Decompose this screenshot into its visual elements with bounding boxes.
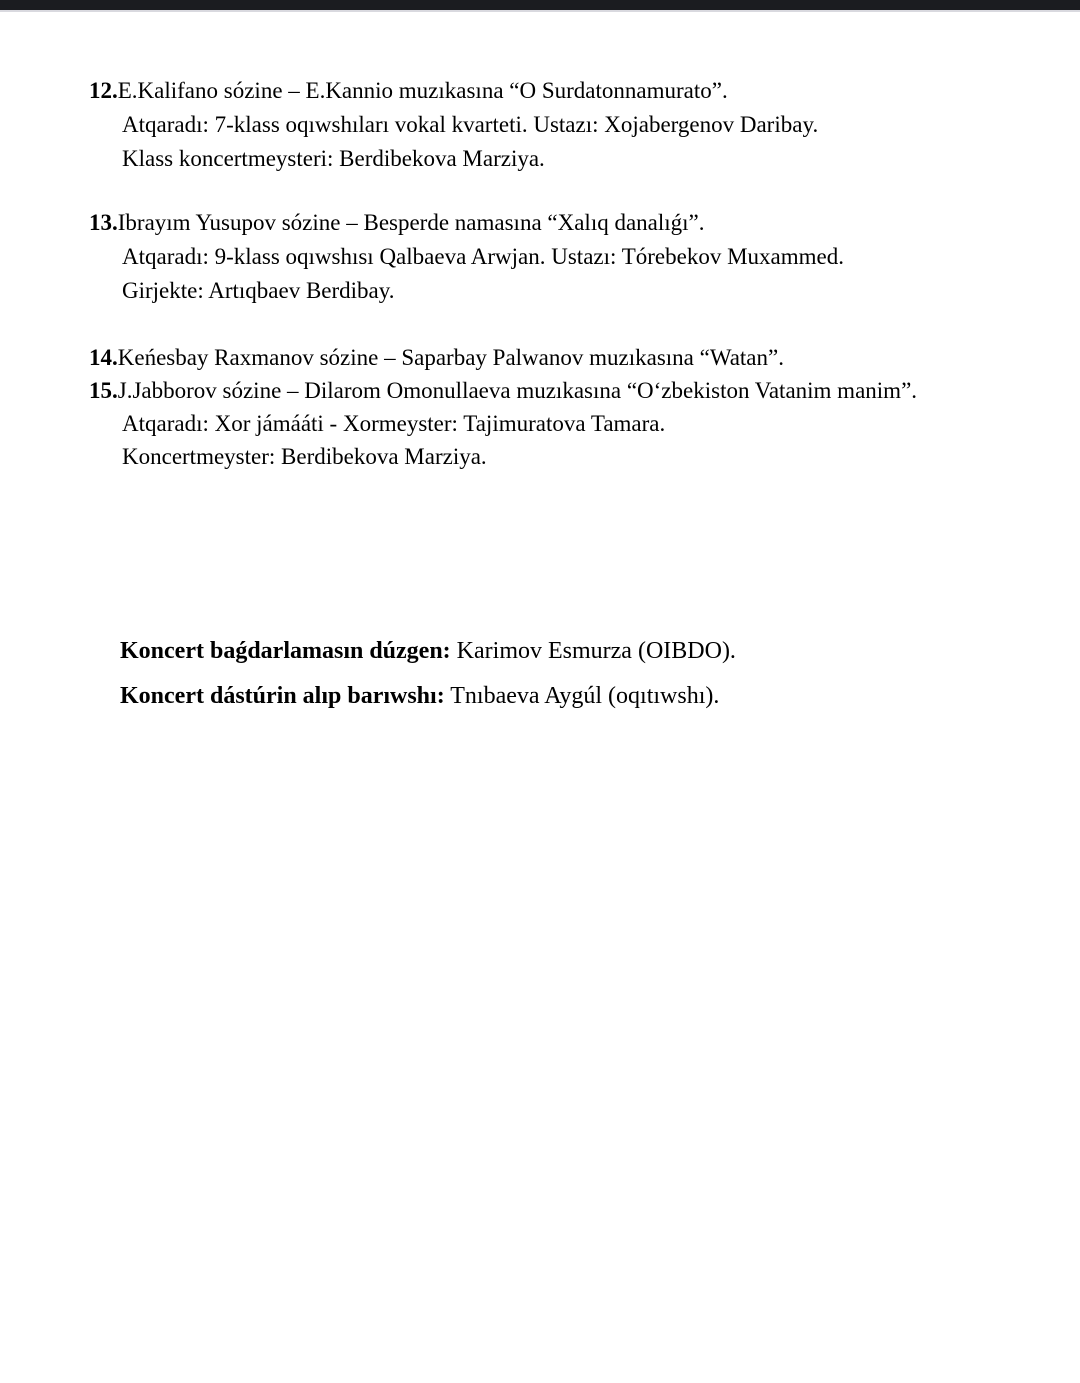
item-title-line <box>89 374 1040 407</box>
item-detail: Atqaradı: 7-klass oqıwshıları vokal kvarteti. Ustazı: Xojabergenov Daribay. <box>122 112 819 137</box>
page-content <box>0 74 1080 713</box>
item-title: E.Kalifano sózine – E.Kannio muzıkasına “O Surdatonnamurato”. <box>117 78 728 103</box>
credit-label: Koncert dástúrin alıp barıwshı: <box>120 683 445 709</box>
item-title-line <box>89 74 1040 108</box>
item-title-line <box>89 206 1040 240</box>
item-detail: Koncertmeyster: Berdibekova Marziya. <box>122 444 487 469</box>
item-title: J.Jabborov sózine – Dilarom Omonullaeva muzıkasına “Oʻzbekiston Vatanim manim”. <box>117 378 918 403</box>
credit-value: Karimov Esmurza (OIBDO). <box>450 638 736 664</box>
program-items-14-15 <box>89 341 1040 473</box>
item-number: 12. <box>89 78 118 103</box>
item-title: Keńesbay Raxmanov sózine – Saparbay Palwanov muzıkasına “Watan”. <box>117 345 784 370</box>
item-detail: Girjekte: Artıqbaev Berdibay. <box>122 278 395 303</box>
item-detail: Klass koncertmeysteri: Berdibekova Marziya. <box>122 146 545 171</box>
program-item-13 <box>89 206 1040 308</box>
credit-label: Koncert baǵdarlamasın dúzgen: <box>120 638 451 664</box>
credit-value: Tnıbaeva Aygúl (oqıtıwshı). <box>444 683 720 709</box>
item-detail: Atqaradı: Xor jámááti - Xormeyster: Tajimuratova Tamara. <box>122 411 666 436</box>
item-number: 15. <box>89 378 118 403</box>
item-title: Ibrayım Yusupov sózine – Besperde namasına “Xalıq danalıǵı”. <box>117 210 705 235</box>
program-item-12 <box>89 74 1040 176</box>
top-bar <box>0 0 1080 12</box>
item-number: 14. <box>89 345 118 370</box>
credit-line-organizer <box>120 634 1040 668</box>
item-number: 13. <box>89 210 118 235</box>
item-title-line <box>89 341 1040 374</box>
credit-line-presenter <box>120 679 1040 713</box>
item-detail: Atqaradı: 9-klass oqıwshısı Qalbaeva Arwjan. Ustazı: Tórebekov Muxammed. <box>122 244 844 269</box>
credits-section <box>89 634 1040 713</box>
